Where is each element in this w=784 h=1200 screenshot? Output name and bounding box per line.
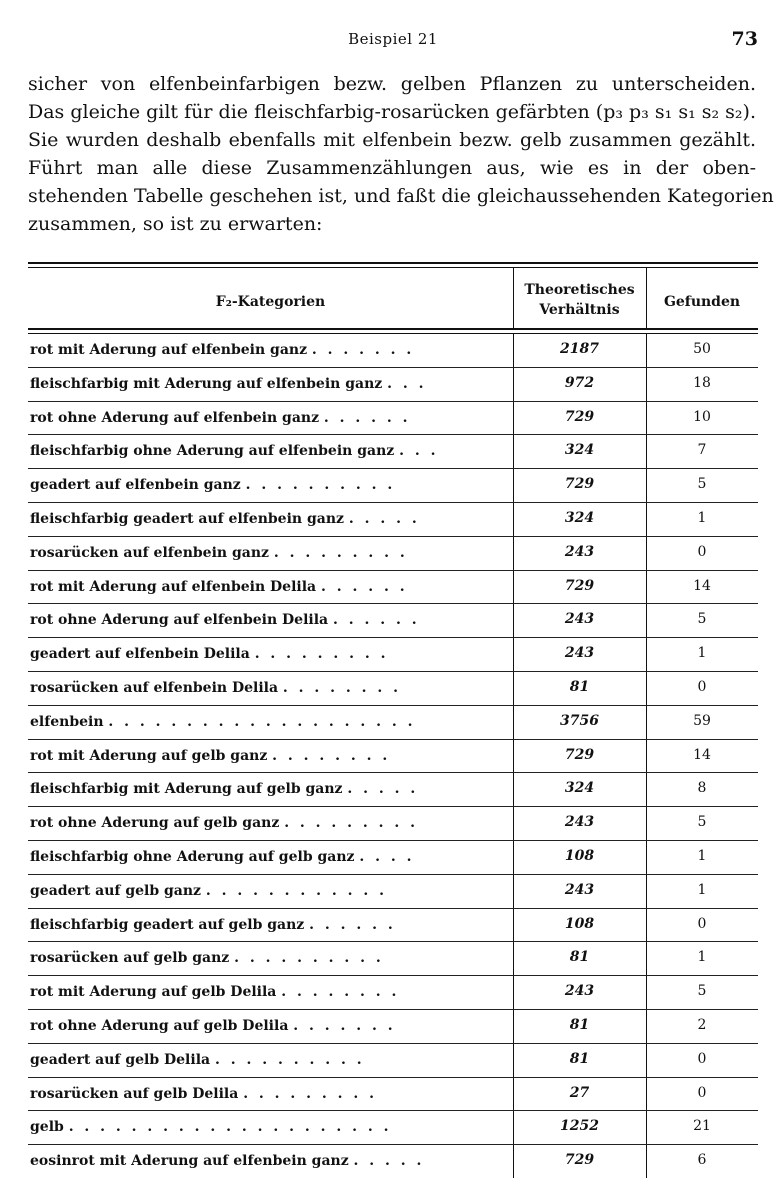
row-leader-dots: . . . . xyxy=(359,848,415,865)
row-leader-dots: . . . . . . . . . . . . . . . . . . . . xyxy=(108,713,416,730)
row-found: 0 xyxy=(697,543,707,560)
row-category xyxy=(30,1119,492,1135)
row-found: 7 xyxy=(697,442,707,459)
row-leader-dots: . . . . . . . . . . . . xyxy=(205,882,387,899)
row-leader-dots: . . . . . . xyxy=(323,409,411,426)
row-category xyxy=(30,984,492,1000)
row-found: 5 xyxy=(697,611,707,628)
row-found: 10 xyxy=(693,408,711,425)
row-category xyxy=(30,748,492,764)
row-category-label: geadert auf elfenbein ganz xyxy=(30,477,241,494)
row-found: 14 xyxy=(693,577,711,594)
row-category-label: fleischfarbig ohne Aderung auf elfenbein ganz xyxy=(30,443,395,460)
table-row xyxy=(28,402,758,436)
table-row xyxy=(28,807,758,841)
row-category-label: rot ohne Aderung auf elfenbein ganz xyxy=(30,409,320,426)
header-theoretical xyxy=(513,280,646,320)
row-category-label: rosarücken auf gelb ganz xyxy=(30,950,230,967)
table-row xyxy=(28,942,758,976)
row-found: 5 xyxy=(697,983,707,1000)
table-row xyxy=(28,334,758,368)
row-category xyxy=(30,477,492,493)
row-category xyxy=(30,511,492,527)
row-category-label: rosarücken auf elfenbein ganz xyxy=(30,544,269,561)
row-leader-dots: . . . . . . . . . xyxy=(273,544,408,561)
row-theoretical: 243 xyxy=(564,814,595,831)
row-category xyxy=(30,443,492,459)
row-theoretical: 81 xyxy=(569,1050,590,1067)
row-leader-dots: . . . . . . . . . . . . . . . . . . . . . xyxy=(68,1119,392,1136)
row-theoretical: 729 xyxy=(564,1152,595,1169)
row-category xyxy=(30,917,492,933)
row-category-label: fleischfarbig geadert auf gelb ganz xyxy=(30,916,305,933)
row-theoretical: 81 xyxy=(569,678,590,695)
row-leader-dots: . . . xyxy=(387,375,427,392)
intro-line: Das gleiche gilt für die fleischfarbig-rosarücken gefärbten (p₃ p₃ s₁ s₁ s₂ s₂). xyxy=(28,101,756,123)
table-row xyxy=(28,875,758,909)
f2-categories-table xyxy=(28,262,758,1178)
running-title: Beispiel 21 xyxy=(348,30,438,48)
row-found: 21 xyxy=(693,1118,711,1135)
row-theoretical: 243 xyxy=(564,983,595,1000)
header-found: Gefunden xyxy=(663,294,741,310)
row-theoretical: 81 xyxy=(569,1016,590,1033)
table-row xyxy=(28,672,758,706)
row-theoretical: 27 xyxy=(569,1084,590,1101)
table-row xyxy=(28,435,758,469)
row-category xyxy=(30,545,492,561)
table-row xyxy=(28,706,758,740)
row-found: 1 xyxy=(697,645,707,662)
row-theoretical: 2187 xyxy=(560,341,599,357)
row-category xyxy=(30,342,492,358)
row-leader-dots: . . . . . . . . xyxy=(282,679,402,696)
row-theoretical: 729 xyxy=(564,577,595,594)
table-row xyxy=(28,503,758,537)
row-category-label: gelb xyxy=(30,1119,64,1136)
row-category-label: geadert auf gelb Delila xyxy=(30,1051,211,1068)
row-theoretical: 729 xyxy=(564,476,595,493)
row-theoretical: 324 xyxy=(564,780,595,797)
row-theoretical: 108 xyxy=(564,847,595,864)
table-body xyxy=(28,334,758,1178)
row-category xyxy=(30,1018,492,1034)
row-theoretical: 243 xyxy=(564,611,595,628)
row-found: 0 xyxy=(697,1050,707,1067)
row-found: 5 xyxy=(697,814,707,831)
intro-line: Sie wurden deshalb ebenfalls mit elfenbein bezw. gelb zusammen gezählt. xyxy=(28,129,756,151)
row-theoretical: 243 xyxy=(564,543,595,560)
row-leader-dots: . . . . . . . . . . xyxy=(245,477,396,494)
row-theoretical: 81 xyxy=(569,949,590,966)
row-found: 0 xyxy=(697,915,707,932)
row-category-label: elfenbein xyxy=(30,713,104,730)
table-row xyxy=(28,976,758,1010)
row-theoretical: 243 xyxy=(564,645,595,662)
row-category-label: rot mit Aderung auf gelb ganz xyxy=(30,747,268,764)
row-leader-dots: . . . . . . . xyxy=(311,342,415,358)
row-category-label: fleischfarbig ohne Aderung auf gelb ganz xyxy=(30,848,355,865)
row-category xyxy=(30,410,492,426)
row-category-label: geadert auf gelb ganz xyxy=(30,882,201,899)
row-category xyxy=(30,612,492,628)
row-leader-dots: . . . . . xyxy=(353,1153,425,1170)
row-category xyxy=(30,646,492,662)
row-category xyxy=(30,1052,492,1068)
row-category xyxy=(30,950,492,966)
row-category xyxy=(30,1153,492,1169)
row-category xyxy=(30,579,492,595)
table-row xyxy=(28,841,758,875)
table-row xyxy=(28,571,758,605)
page-number: 73 xyxy=(731,28,758,50)
row-category-label: rosarücken auf gelb Delila xyxy=(30,1085,239,1102)
row-category xyxy=(30,1086,492,1102)
row-leader-dots: . . . . . . . . . . xyxy=(214,1051,365,1068)
row-theoretical: 729 xyxy=(564,746,595,763)
row-theoretical: 1252 xyxy=(560,1118,599,1135)
row-leader-dots: . . . . . . xyxy=(332,612,420,629)
row-found: 2 xyxy=(697,1016,707,1033)
row-theoretical: 324 xyxy=(564,442,595,459)
header-theoretical-line1: Theoretisches xyxy=(524,282,635,298)
row-category xyxy=(30,883,492,899)
row-found: 0 xyxy=(697,678,707,695)
row-leader-dots: . . . . . . . . . xyxy=(243,1085,378,1102)
table-row xyxy=(28,1078,758,1112)
intro-line: zusammen, so ist zu erwarten: xyxy=(28,213,323,235)
row-category-label: rot mit Aderung auf elfenbein Delila xyxy=(30,578,317,595)
intro-paragraph xyxy=(28,70,774,238)
table-row xyxy=(28,1111,758,1145)
row-leader-dots: . . . . . . . . xyxy=(281,984,400,1001)
row-leader-dots: . . . . . xyxy=(348,510,420,527)
row-found: 6 xyxy=(697,1152,707,1169)
table-row xyxy=(28,537,758,571)
row-theoretical: 3756 xyxy=(560,712,599,729)
table-row xyxy=(28,1145,758,1178)
row-category-label: rot ohne Aderung auf elfenbein Delila xyxy=(30,612,329,629)
row-category-label: rot mit Aderung auf gelb Delila xyxy=(30,984,277,1001)
row-category xyxy=(30,714,492,730)
row-category xyxy=(30,680,492,696)
table-row xyxy=(28,1010,758,1044)
row-found: 1 xyxy=(697,949,707,966)
intro-line: sicher von elfenbeinfarbigen bezw. gelben Pflanzen zu unterscheiden. xyxy=(28,73,756,95)
row-category-label: rot ohne Aderung auf gelb Delila xyxy=(30,1017,289,1034)
table-row xyxy=(28,638,758,672)
row-found: 1 xyxy=(697,881,707,898)
row-category-label: fleischfarbig mit Aderung auf gelb ganz xyxy=(30,781,343,798)
intro-line: stehenden Tabelle geschehen ist, und faßt die gleichaussehenden Kategorien xyxy=(28,185,774,207)
row-leader-dots: . . . . . . . . xyxy=(272,747,391,764)
table-row xyxy=(28,909,758,943)
row-category-label: rot mit Aderung auf elfenbein ganz xyxy=(30,342,308,358)
table-row xyxy=(28,773,758,807)
row-category-label: geadert auf elfenbein Delila xyxy=(30,646,250,663)
row-leader-dots: . . . . . . . . . xyxy=(284,815,419,832)
row-leader-dots: . . . . . . . xyxy=(293,1017,396,1034)
column-divider xyxy=(646,268,647,328)
header-theoretical-line2: Verhältnis xyxy=(539,302,620,318)
row-theoretical: 324 xyxy=(564,509,595,526)
row-found: 5 xyxy=(697,476,707,493)
table-row xyxy=(28,740,758,774)
row-found: 1 xyxy=(697,509,707,526)
row-found: 1 xyxy=(697,847,707,864)
row-leader-dots: . . . . . . . . . xyxy=(254,646,389,663)
row-leader-dots: . . . . . xyxy=(347,781,419,798)
row-category xyxy=(30,849,492,865)
row-theoretical: 243 xyxy=(564,881,595,898)
row-category-label: eosinrot mit Aderung auf elfenbein ganz xyxy=(30,1153,349,1170)
row-found: 14 xyxy=(693,746,711,763)
row-category-label: rosarücken auf elfenbein Delila xyxy=(30,679,279,696)
intro-line: Führt man alle diese Zusammenzählungen aus, wie es in der oben- xyxy=(28,157,756,179)
row-theoretical: 108 xyxy=(564,915,595,932)
row-found: 18 xyxy=(693,374,711,391)
column-divider xyxy=(513,268,514,328)
table-row xyxy=(28,368,758,402)
row-theoretical: 972 xyxy=(564,374,595,391)
header-category: F₂-Kategorien xyxy=(215,294,326,310)
row-found: 8 xyxy=(697,780,707,797)
row-category xyxy=(30,781,492,797)
row-leader-dots: . . . xyxy=(399,443,439,460)
table-row xyxy=(28,1044,758,1078)
row-theoretical: 729 xyxy=(564,408,595,425)
row-category-label: fleischfarbig mit Aderung auf elfenbein ganz xyxy=(30,375,383,392)
row-leader-dots: . . . . . . xyxy=(320,578,408,595)
row-category-label: rot ohne Aderung auf gelb ganz xyxy=(30,815,280,832)
row-category-label: fleischfarbig geadert auf elfenbein ganz xyxy=(30,510,344,527)
row-found: 59 xyxy=(693,712,711,729)
table-row xyxy=(28,604,758,638)
row-category xyxy=(30,376,492,392)
row-found: 0 xyxy=(697,1084,707,1101)
row-leader-dots: . . . . . . . . . . xyxy=(234,950,384,967)
page-header xyxy=(28,30,758,54)
row-leader-dots: . . . . . . xyxy=(309,916,396,933)
row-found: 50 xyxy=(693,341,711,357)
table-header xyxy=(28,268,758,328)
table-row xyxy=(28,469,758,503)
row-category xyxy=(30,815,492,831)
